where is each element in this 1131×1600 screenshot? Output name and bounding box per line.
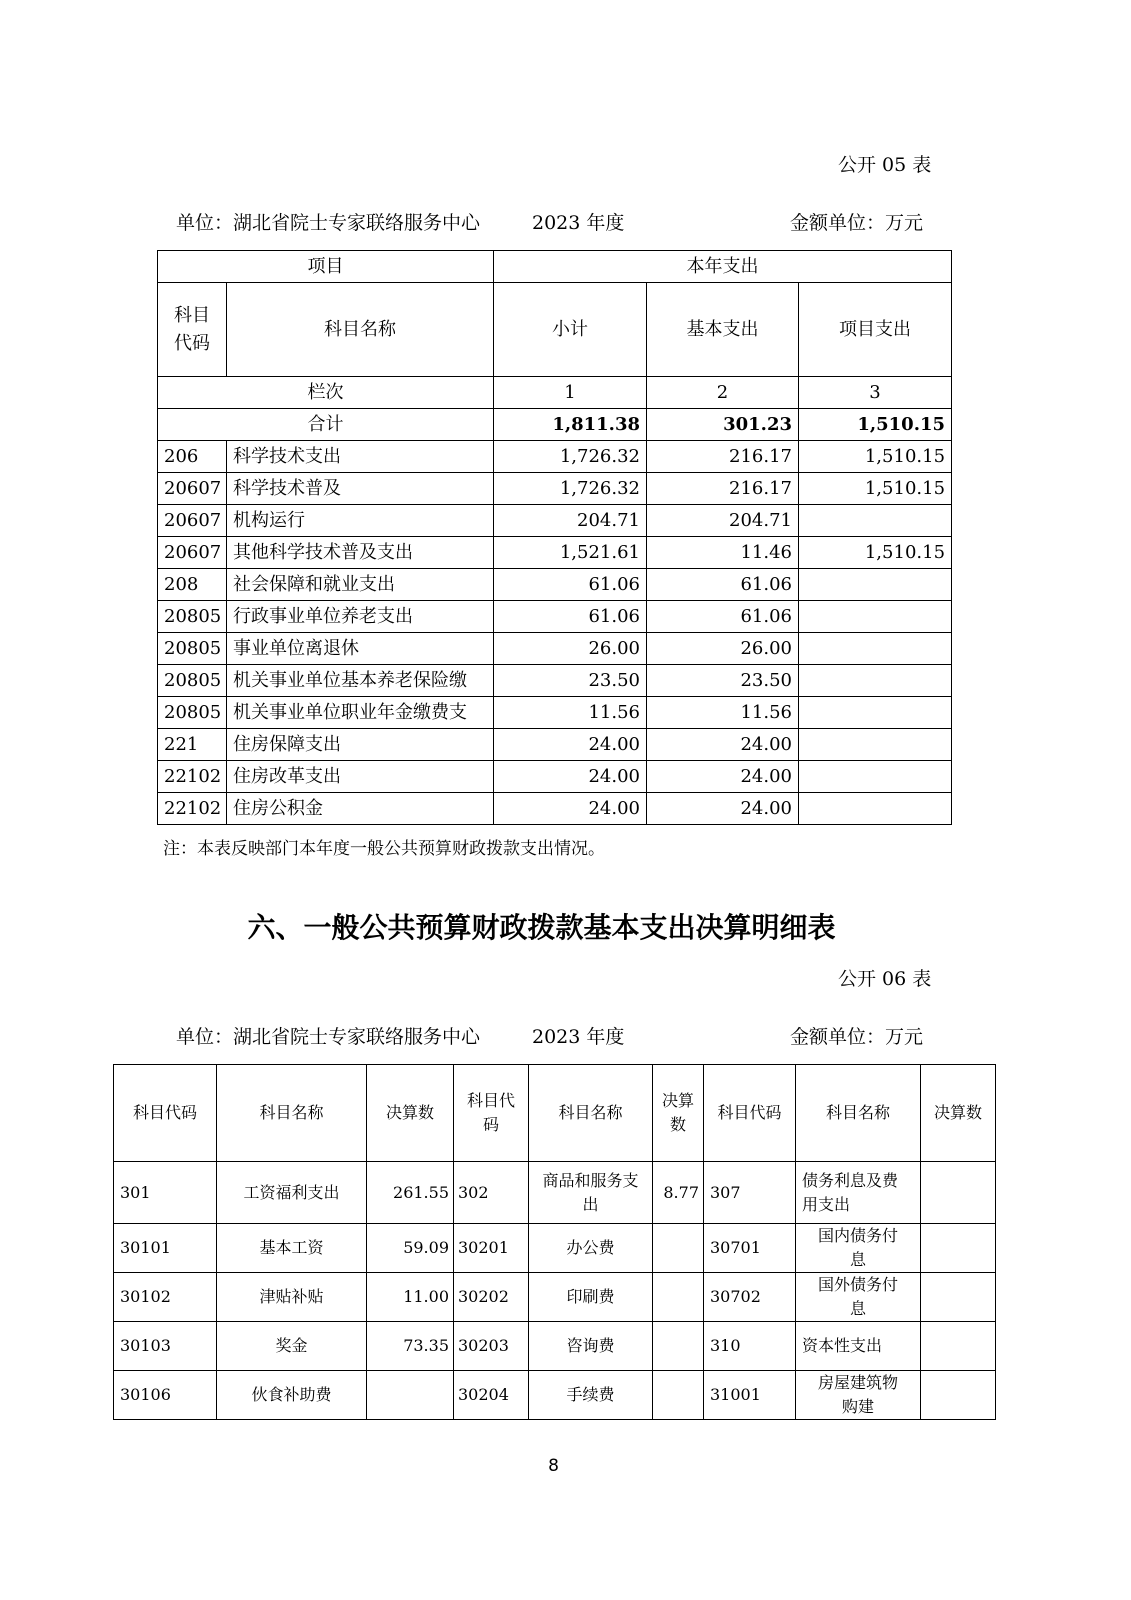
subject-code: 22102 xyxy=(158,761,227,793)
subject-code-1: 30101 xyxy=(114,1224,217,1273)
subject-name-3: 国内债务付 息 xyxy=(796,1224,921,1273)
subtotal-value: 61.06 xyxy=(494,601,647,633)
t6-header-amount-1: 决算数 xyxy=(367,1065,454,1162)
amount-1: 261.55 xyxy=(367,1162,454,1224)
table-row xyxy=(158,793,952,825)
subject-code-2: 30203 xyxy=(454,1322,529,1371)
amount-2: 8.77 xyxy=(653,1162,704,1224)
subject-code-3: 30702 xyxy=(704,1273,796,1322)
t6-header-name-3: 科目名称 xyxy=(796,1065,921,1162)
subject-name: 行政事业单位养老支出 xyxy=(227,601,494,633)
basic-value: 24.00 xyxy=(647,761,799,793)
subtotal-value: 1,726.32 xyxy=(494,441,647,473)
table-row xyxy=(158,537,952,569)
subject-name: 机构运行 xyxy=(227,505,494,537)
table-row xyxy=(158,601,952,633)
subtotal-value: 1,521.61 xyxy=(494,537,647,569)
table-row xyxy=(158,473,952,505)
table6 xyxy=(113,1064,996,1420)
column-index-1: 1 xyxy=(494,377,647,409)
subtotal-value: 23.50 xyxy=(494,665,647,697)
subject-name-3: 国外债务付 息 xyxy=(796,1273,921,1322)
amount-1: 59.09 xyxy=(367,1224,454,1273)
amount-1: 11.00 xyxy=(367,1273,454,1322)
header-name: 科目名称 xyxy=(227,283,494,377)
table5-unit: 单位：湖北省院士专家联络服务中心 xyxy=(176,212,481,234)
project-value xyxy=(799,729,952,761)
subject-code: 20805 xyxy=(158,665,227,697)
header-current-year: 本年支出 xyxy=(494,251,952,283)
project-value xyxy=(799,665,952,697)
table-row xyxy=(158,633,952,665)
subject-code-1: 301 xyxy=(114,1162,217,1224)
t6-header-name-2: 科目名称 xyxy=(529,1065,653,1162)
amount-1 xyxy=(367,1371,454,1420)
subject-name-1: 工资福利支出 xyxy=(217,1162,367,1224)
t6-header-code-1: 科目代码 xyxy=(114,1065,217,1162)
table-row xyxy=(114,1273,996,1322)
amount-2 xyxy=(653,1322,704,1371)
header-project: 项目 xyxy=(158,251,494,283)
section-title: 六、一般公共预算财政拨款基本支出决算明细表 xyxy=(247,911,836,944)
amount-2 xyxy=(653,1224,704,1273)
subject-code: 22102 xyxy=(158,793,227,825)
subject-name-3: 资本性支出 xyxy=(796,1322,921,1371)
subject-code-2: 30202 xyxy=(454,1273,529,1322)
basic-value: 61.06 xyxy=(647,601,799,633)
basic-value: 24.00 xyxy=(647,729,799,761)
subject-name-2: 商品和服务支 出 xyxy=(529,1162,653,1224)
column-index-2: 2 xyxy=(647,377,799,409)
table6-unit: 单位：湖北省院士专家联络服务中心 xyxy=(176,1026,481,1048)
basic-value: 216.17 xyxy=(647,473,799,505)
subtotal-value: 204.71 xyxy=(494,505,647,537)
t6-header-name-1: 科目名称 xyxy=(217,1065,367,1162)
subject-code: 20607 xyxy=(158,505,227,537)
subject-name-1: 伙食补助费 xyxy=(217,1371,367,1420)
subject-name: 住房改革支出 xyxy=(227,761,494,793)
page-number: 8 xyxy=(548,1456,559,1476)
subject-name-1: 津贴补贴 xyxy=(217,1273,367,1322)
table-row xyxy=(158,505,952,537)
project-value: 1,510.15 xyxy=(799,537,952,569)
amount-2 xyxy=(653,1273,704,1322)
basic-value: 204.71 xyxy=(647,505,799,537)
table5-currency: 金额单位：万元 xyxy=(790,212,924,234)
amount-3 xyxy=(921,1224,996,1273)
column-index-3: 3 xyxy=(799,377,952,409)
subject-name: 住房公积金 xyxy=(227,793,494,825)
basic-value: 23.50 xyxy=(647,665,799,697)
subject-code-2: 30204 xyxy=(454,1371,529,1420)
table-row xyxy=(114,1224,996,1273)
subject-code: 20805 xyxy=(158,697,227,729)
project-value xyxy=(799,601,952,633)
table-row xyxy=(158,665,952,697)
header-basic: 基本支出 xyxy=(647,283,799,377)
project-value xyxy=(799,569,952,601)
t6-header-amount-2: 决算 数 xyxy=(653,1065,704,1162)
subject-name-3: 债务利息及费 用支出 xyxy=(796,1162,921,1224)
table-row xyxy=(158,441,952,473)
subject-code: 20607 xyxy=(158,537,227,569)
subject-name: 科学技术普及 xyxy=(227,473,494,505)
table5-year: 2023 年度 xyxy=(532,212,625,234)
project-value xyxy=(799,697,952,729)
basic-value: 11.46 xyxy=(647,537,799,569)
basic-value: 24.00 xyxy=(647,793,799,825)
subject-code-3: 30701 xyxy=(704,1224,796,1273)
subject-code-3: 307 xyxy=(704,1162,796,1224)
subject-code-1: 30102 xyxy=(114,1273,217,1322)
subject-code: 208 xyxy=(158,569,227,601)
project-value: 1,510.15 xyxy=(799,473,952,505)
total-project: 1,510.15 xyxy=(799,409,952,441)
subject-name: 事业单位离退休 xyxy=(227,633,494,665)
subject-name: 科学技术支出 xyxy=(227,441,494,473)
subtotal-value: 24.00 xyxy=(494,729,647,761)
subject-code: 20805 xyxy=(158,633,227,665)
t6-header-code-3: 科目代码 xyxy=(704,1065,796,1162)
subject-name: 住房保障支出 xyxy=(227,729,494,761)
subtotal-value: 26.00 xyxy=(494,633,647,665)
subject-name: 机关事业单位基本养老保险缴 xyxy=(227,665,494,697)
amount-3 xyxy=(921,1162,996,1224)
total-row xyxy=(158,409,952,441)
subject-code: 20805 xyxy=(158,601,227,633)
amount-1: 73.35 xyxy=(367,1322,454,1371)
amount-3 xyxy=(921,1322,996,1371)
subject-name-2: 印刷费 xyxy=(529,1273,653,1322)
table-row xyxy=(158,729,952,761)
table-row xyxy=(158,761,952,793)
basic-value: 26.00 xyxy=(647,633,799,665)
total-label: 合计 xyxy=(158,409,494,441)
subject-code-1: 30103 xyxy=(114,1322,217,1371)
subject-name-1: 基本工资 xyxy=(217,1224,367,1273)
subject-code-1: 30106 xyxy=(114,1371,217,1420)
basic-value: 61.06 xyxy=(647,569,799,601)
subject-code: 206 xyxy=(158,441,227,473)
t6-header-code-2: 科目代 码 xyxy=(454,1065,529,1162)
subtotal-value: 61.06 xyxy=(494,569,647,601)
subject-code-3: 31001 xyxy=(704,1371,796,1420)
subject-name-2: 咨询费 xyxy=(529,1322,653,1371)
column-index-label: 栏次 xyxy=(158,377,494,409)
subtotal-value: 24.00 xyxy=(494,761,647,793)
subject-code-3: 310 xyxy=(704,1322,796,1371)
total-basic: 301.23 xyxy=(647,409,799,441)
subject-name-2: 手续费 xyxy=(529,1371,653,1420)
subject-code: 221 xyxy=(158,729,227,761)
t6-header-amount-3: 决算数 xyxy=(921,1065,996,1162)
subtotal-value: 11.56 xyxy=(494,697,647,729)
table-row xyxy=(114,1322,996,1371)
table-row xyxy=(114,1371,996,1420)
table-row xyxy=(158,697,952,729)
subject-name-1: 奖金 xyxy=(217,1322,367,1371)
table-row xyxy=(114,1162,996,1224)
subtotal-value: 24.00 xyxy=(494,793,647,825)
total-subtotal: 1,811.38 xyxy=(494,409,647,441)
table5-note: 注：本表反映部门本年度一般公共预算财政拨款支出情况。 xyxy=(163,839,605,859)
subject-name-2: 办公费 xyxy=(529,1224,653,1273)
subject-name: 其他科学技术普及支出 xyxy=(227,537,494,569)
subject-code: 20607 xyxy=(158,473,227,505)
header-code: 科目 代码 xyxy=(158,283,227,377)
table5-label: 公开 05 表 xyxy=(838,154,932,176)
project-value: 1,510.15 xyxy=(799,441,952,473)
subject-name: 机关事业单位职业年金缴费支 xyxy=(227,697,494,729)
subject-name-3: 房屋建筑物 购建 xyxy=(796,1371,921,1420)
table5 xyxy=(157,250,952,825)
project-value xyxy=(799,793,952,825)
basic-value: 216.17 xyxy=(647,441,799,473)
amount-2 xyxy=(653,1371,704,1420)
subtotal-value: 1,726.32 xyxy=(494,473,647,505)
amount-3 xyxy=(921,1273,996,1322)
project-value xyxy=(799,633,952,665)
table-row xyxy=(158,569,952,601)
table6-currency: 金额单位：万元 xyxy=(790,1026,924,1048)
project-value xyxy=(799,761,952,793)
header-project-expense: 项目支出 xyxy=(799,283,952,377)
subject-code-2: 302 xyxy=(454,1162,529,1224)
header-subtotal: 小计 xyxy=(494,283,647,377)
project-value xyxy=(799,505,952,537)
subject-code-2: 30201 xyxy=(454,1224,529,1273)
basic-value: 11.56 xyxy=(647,697,799,729)
table6-year: 2023 年度 xyxy=(532,1026,625,1048)
subject-name: 社会保障和就业支出 xyxy=(227,569,494,601)
amount-3 xyxy=(921,1371,996,1420)
table6-label: 公开 06 表 xyxy=(838,968,932,990)
